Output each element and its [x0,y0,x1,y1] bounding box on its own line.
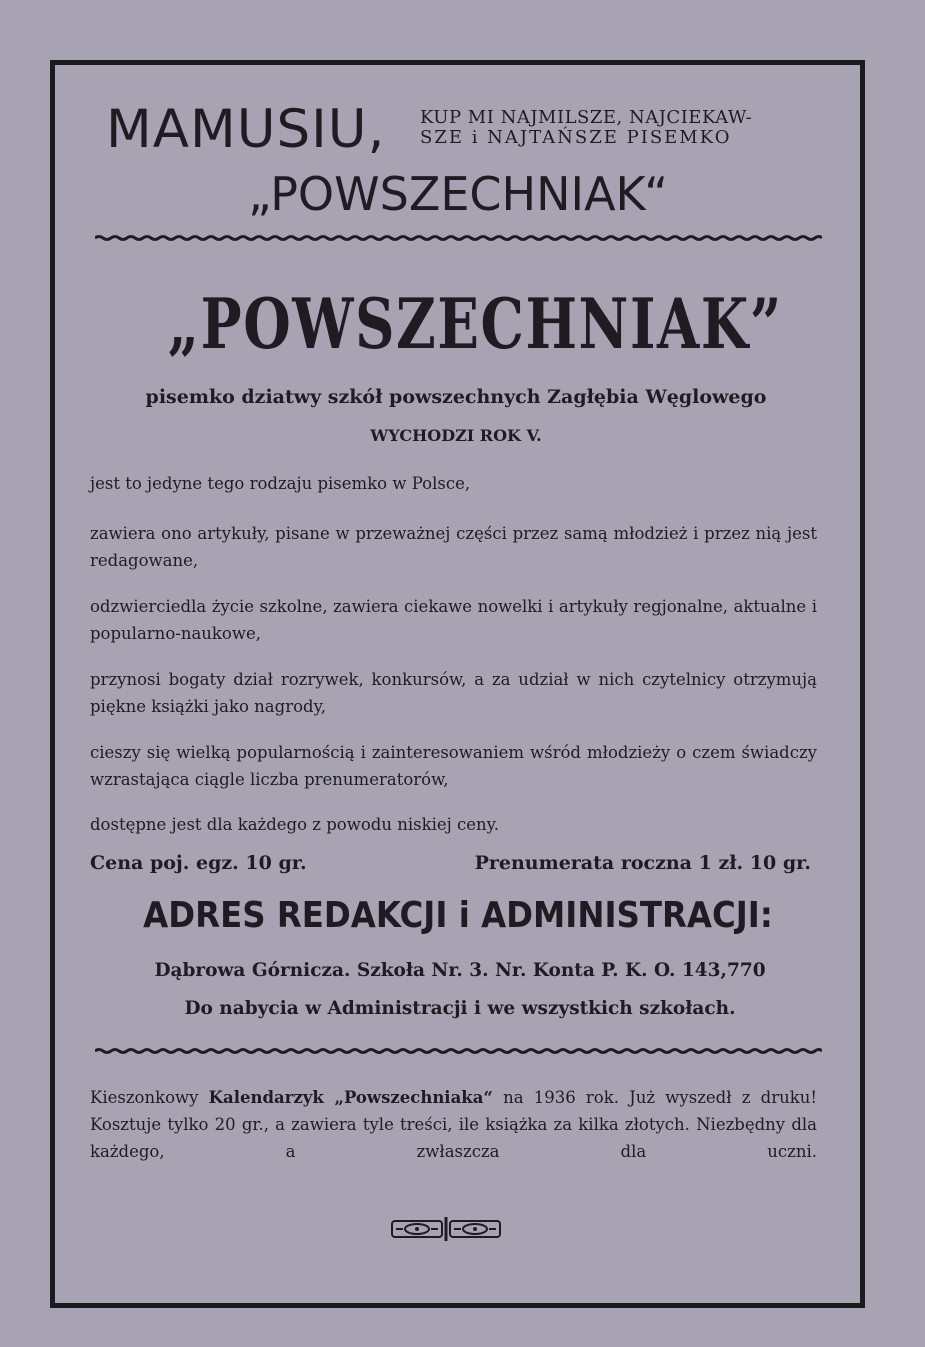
calendar-text: na 1936 rok. Już wyszedł z druku! Kosztuje tylko 20 gr., a zawiera tyle treści, ile książka za kilka złotych. Niezbędny dla każdego, a zwłaszcza dla uczni. [90,1088,817,1161]
price-annual: Prenumerata roczna 1 zł. 10 gr. [474,852,811,874]
wavy-line [95,237,822,240]
paragraph-6: dostępne jest dla każdego z powodu niskiej ceny. [90,815,500,834]
wavy-divider-bottom [95,1046,822,1056]
paragraph-2: zawiera ono artykuły, pisane w przeważnej części przez samą młodzież i przez nią jest redagowane, [90,524,817,570]
calendar-prefix: Kieszonkowy [90,1088,209,1107]
address-line-1: Dąbrowa Górnicza. Szkoła Nr. 3. Nr. Konta P. K. O. 143,770 [154,960,766,981]
paragraph-5: cieszy się wielką popularnością i zainteresowaniem wśród młodzieży o czem świadczy wzrastająca ciągle liczba prenumeratorów, [90,743,817,789]
wavy-divider-top [95,233,822,243]
paragraph-3: odzwierciedla życie szkolne, zawiera ciekawe nowelki i artykuły regjonalne, aktualne i popularno-naukowe, [90,597,817,643]
wavy-line [95,1050,822,1053]
kup-mi-text [420,108,752,148]
paragraph-4: przynosi bogaty dział rozrywek, konkursów, a za udział w nich czytelnicy otrzymują piękne książki jako nagrody, [90,670,817,716]
address-heading: ADRES REDAKCJI i ADMINISTRACJI: [143,895,773,936]
address-line-2: Do nabycia w Administracji i we wszystkich szkołach. [184,998,736,1019]
main-title: „POWSZECHNIAK” [167,284,783,365]
price-single: Cena poj. egz. 10 gr. [90,852,307,874]
year-label: WYCHODZI ROK V. [370,426,542,445]
kup-line-2: SZE i NAJTAŃSZE PISEMKO [420,127,732,148]
small-title: „POWSZECHNIAK“ [248,167,669,221]
calendar-title: Kalendarzyk „Powszechniaka“ [208,1088,493,1107]
subtitle: pisemko dziatwy szkół powszechnych Zagłębia Węglowego [145,386,767,408]
ornament-icon [390,1215,502,1243]
calendar-notice [90,1084,817,1165]
kup-line-1: KUP MI NAJMILSZE, NAJCIEKAW- [420,107,753,128]
price-row [90,848,817,878]
paragraph-1: jest to jedyne tego rodzaju pisemko w Polsce, [90,474,471,493]
mamusiu-heading: MAMUSIU, [106,99,386,160]
